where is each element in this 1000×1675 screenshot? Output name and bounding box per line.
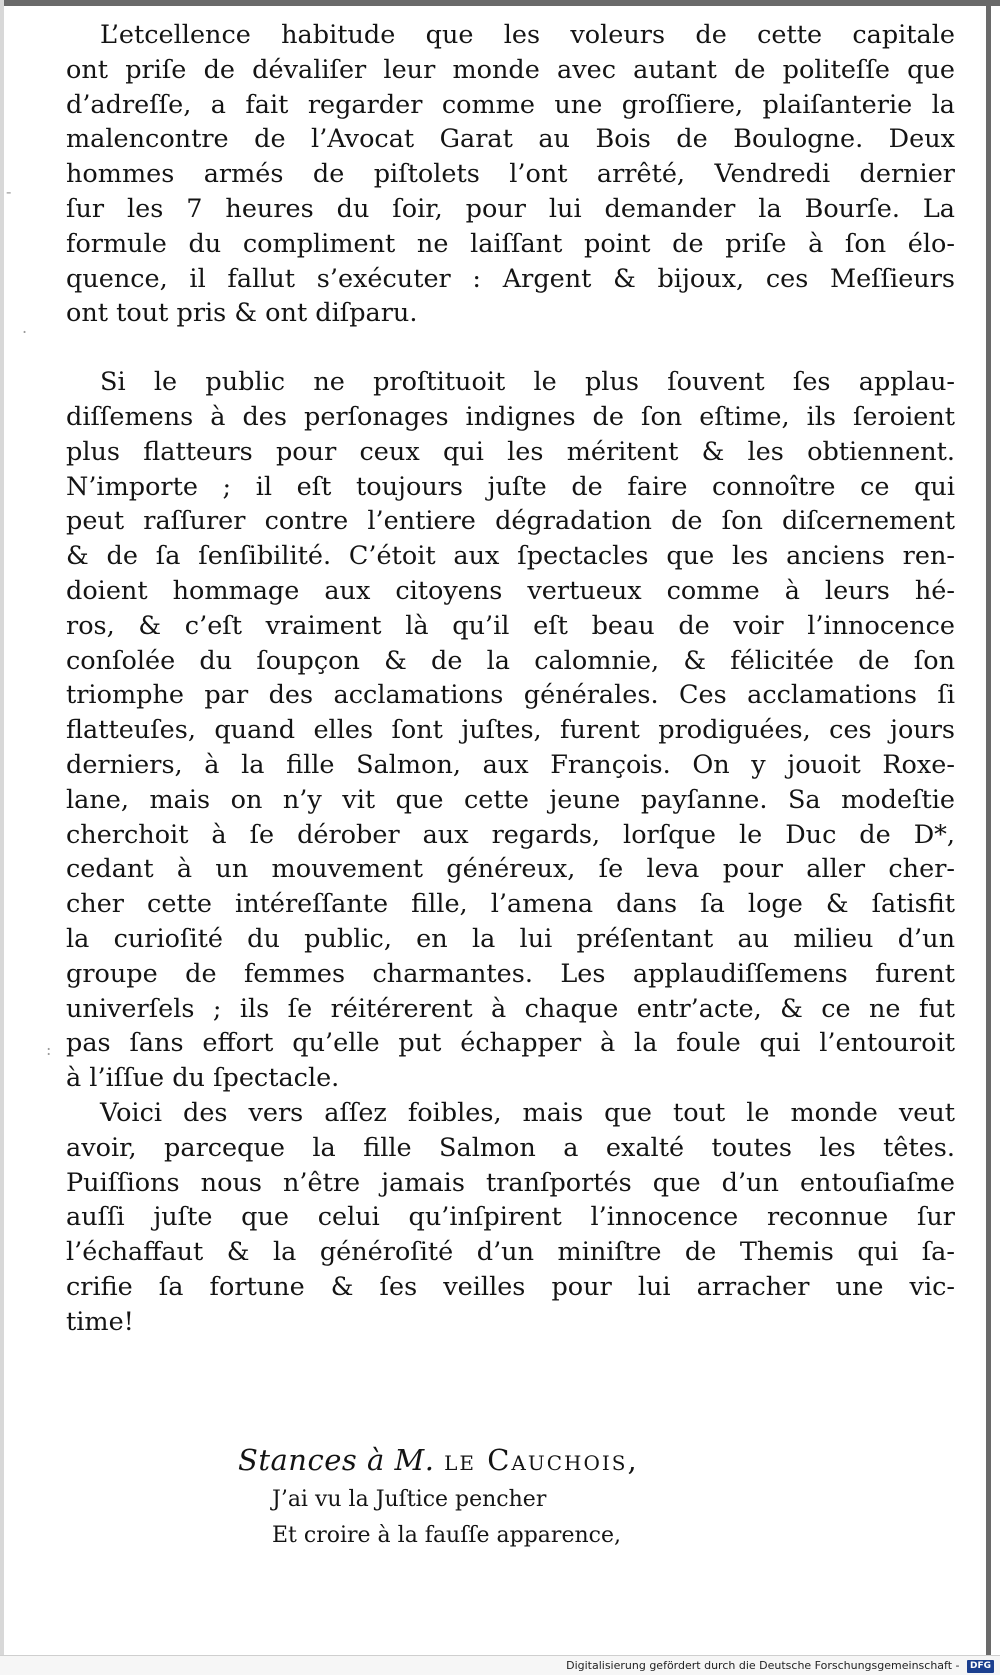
text-line: ont tout pris & ont diſparu. [66, 298, 418, 329]
digitization-footer [0, 1655, 1000, 1675]
margin-mark: : [46, 1040, 52, 1059]
text-line: hommes armés de piſtolets l’ont arrêté, Vendredi dernier [66, 159, 955, 190]
text-line: lane, mais on n’y vit que cette jeune payſanne. Sa modeſtie [66, 784, 955, 815]
text-line: plus flatteurs pour ceux qui les méritent & les obtiennent. [66, 436, 955, 467]
margin-mark: - [6, 182, 12, 201]
dfg-logo-icon: DFG [967, 1660, 994, 1673]
text-line: triomphe par des acclamations générales. Ces acclamations ſi [66, 680, 955, 711]
text-line: crifie ſa fortune & ſes veilles pour lui arracher une vic- [66, 1271, 955, 1302]
scan-top-edge [0, 0, 1000, 6]
text-line: l’échaffaut & la généroſité d’un miniſtre de Themis qui ſa- [66, 1237, 955, 1268]
text-line: Voici des vers aſſez foibles, mais que tout le monde veut [100, 1097, 955, 1128]
footer-credit: Digitalisierung gefördert durch die Deutsche Forschungsgemeinschaft - [566, 1659, 960, 1672]
text-line: pas ſans effort qu’elle put échapper à la foule qui l’entouroit [66, 1028, 955, 1059]
margin-mark: . [22, 318, 28, 337]
verse-line: Et croire à la fauſſe apparence, [272, 1523, 621, 1548]
article-text [66, 18, 955, 1339]
text-line: cedant à un mouvement généreux, ſe leva pour aller cher- [66, 854, 955, 885]
paragraph-verses-intro [66, 1096, 955, 1340]
text-line: avoir, parceque la fille Salmon a exalté toutes les têtes. [66, 1132, 955, 1163]
stances-title [238, 1443, 639, 1477]
text-line: cherchoit à ſe dérober aux regards, lorſque le Duc de D*, [66, 819, 955, 850]
text-line: univerſels ; ils ſe réitérerent à chaque entr’acte, & ce ne fut [66, 993, 955, 1024]
verse-line: J’ai vu la Juſtice pencher [272, 1487, 547, 1512]
scan-right-edge [986, 0, 991, 1655]
text-line: diſſemens à des perſonages indignes de ſon eſtime, ils ſeroient [66, 401, 955, 432]
scan-left-edge [0, 0, 4, 1655]
text-line: & de ſa ſenſibilité. C’étoit aux ſpectacles que les anciens ren- [66, 541, 955, 572]
text-line: à l’iſſue du ſpectacle. [66, 1063, 340, 1094]
text-line: conſolée du ſoupçon & de la calomnie, & félicitée de ſon [66, 645, 955, 676]
text-line: L’etcellence habitude que les voleurs de cette capitale [100, 20, 955, 50]
text-line: formule du compliment ne laiſſant point de priſe à ſon élo- [66, 228, 955, 259]
stances-title-prefix: Stances à M. [238, 1443, 435, 1477]
text-line: cher cette intéreſſante fille, l’amena dans ſa loge & ſatisfit [66, 889, 955, 920]
paragraph-salmon [66, 365, 955, 1096]
text-line: ſur les 7 heures du ſoir, pour lui demander la Bourſe. La [66, 193, 955, 224]
text-line: derniers, à la fille Salmon, aux François. On y jouoit Roxe- [66, 749, 955, 780]
text-line: ont priſe de dévaliſer leur monde avec autant de politeſſe que [66, 54, 955, 85]
text-line: doient hommage aux citoyens vertueux comme à leurs hé- [66, 575, 955, 606]
text-line: peut raſſurer contre l’entiere dégradation de ſon diſcernement [66, 506, 955, 537]
verse-block [272, 1482, 621, 1554]
text-line: Si le public ne proſtituoit le plus ſouvent ſes applau- [100, 367, 955, 398]
text-line: la curioſité du public, en la lui préſentant au milieu d’un [66, 923, 955, 954]
stances-title-name: le Cauchois, [444, 1443, 639, 1477]
text-line: flatteuſes, quand elles ſont juſtes, furent prodiguées, ces jours [66, 715, 955, 746]
text-line: time! [66, 1306, 134, 1337]
text-line: N’importe ; il eſt toujours juſte de faire connoître ce qui [66, 471, 955, 502]
paragraph-robbery [66, 18, 955, 331]
text-line: d’adreſſe, a fait regarder comme une groſſiere, plaiſanterie la [66, 89, 955, 120]
text-line: auſſi juſte que celui qu’inſpirent l’innocence reconnue ſur [66, 1202, 955, 1233]
text-line: malencontre de l’Avocat Garat au Bois de Boulogne. Deux [66, 124, 955, 155]
text-line: ros, & c’eſt vraiment là qu’il eſt beau de voir l’innocence [66, 610, 955, 641]
text-line: quence, il fallut s’exécuter : Argent & bijoux, ces Meſſieurs [66, 263, 955, 294]
text-line: groupe de femmes charmantes. Les applaudiſſemens furent [66, 958, 955, 989]
text-line: Puiſſions nous n’être jamais tranſportés que d’un entouſiaſme [66, 1167, 955, 1198]
